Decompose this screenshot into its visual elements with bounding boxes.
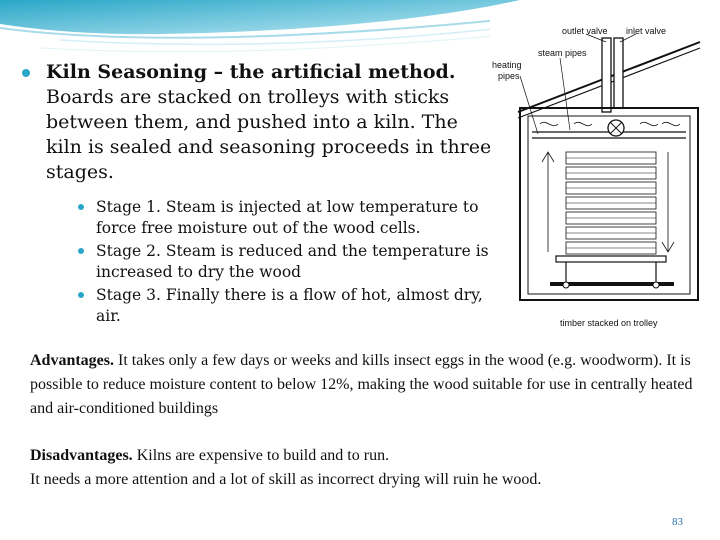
stage-item bbox=[78, 197, 498, 239]
kiln-diagram bbox=[490, 12, 710, 342]
stage-3-text: Stage 3. Finally there is a flow of hot, almost dry, air. bbox=[96, 286, 483, 325]
trolley-label: timber stacked on trolley bbox=[560, 318, 658, 328]
main-bullet bbox=[22, 60, 492, 185]
heating-label: heating bbox=[492, 60, 522, 70]
stage-item bbox=[78, 285, 498, 327]
stage-list bbox=[78, 197, 498, 329]
stage-item bbox=[78, 241, 498, 283]
disadvantages-line-2: It needs a more attention and a lot of skill as incorrect drying will ruin he wood. bbox=[30, 471, 542, 488]
bullet-dot bbox=[78, 248, 84, 254]
advantages-text: It takes only a few days or weeks and kills insect eggs in the wood (e.g. woodworm). It is possible to reduce moisture content to below 12%, making the wood suitable for use in centrally heated and air-conditioned buildings bbox=[30, 352, 693, 417]
bullet-dot bbox=[22, 69, 30, 77]
kiln-body-text: Boards are stacked on trolleys with sticks between them, and pushed into a kiln. The kiln is sealed and seasoning proceeds in three stages. bbox=[46, 86, 492, 183]
page-number: 83 bbox=[672, 516, 683, 528]
disadvantages-label: Disadvantages. bbox=[30, 447, 133, 464]
inlet-valve-label: inlet valve bbox=[626, 26, 667, 36]
advantages-paragraph bbox=[30, 349, 710, 421]
disadvantages-paragraph bbox=[30, 444, 710, 492]
bullet-dot bbox=[78, 292, 84, 298]
stage-1-text: Stage 1. Steam is injected at low temperature to force free moisture out of the wood cells. bbox=[96, 198, 479, 237]
kiln-heading: Kiln Seasoning – the artificial method. bbox=[46, 61, 456, 83]
steam-pipes-label: steam pipes bbox=[538, 48, 587, 58]
stage-2-text: Stage 2. Steam is reduced and the temperature is increased to dry the wood bbox=[96, 242, 489, 281]
advantages-label: Advantages. bbox=[30, 352, 115, 369]
pipes-label: pipes bbox=[498, 71, 520, 81]
bullet-dot bbox=[78, 204, 84, 210]
disadvantages-line-1: Kilns are expensive to build and to run. bbox=[136, 447, 390, 464]
outlet-valve-label: outlet valve bbox=[562, 26, 608, 36]
